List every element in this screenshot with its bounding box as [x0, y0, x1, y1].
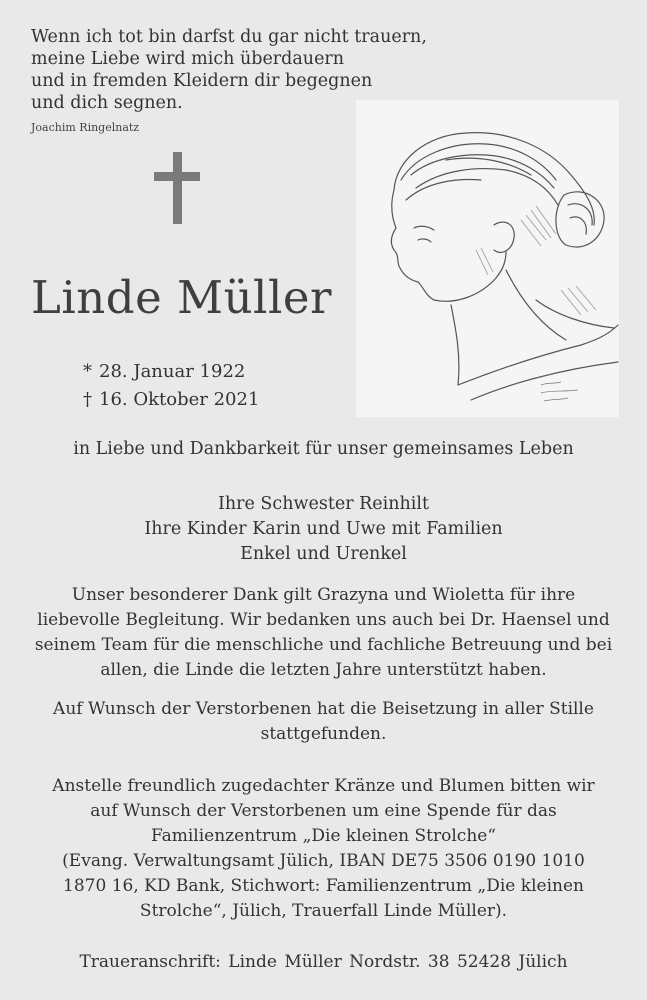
- dedication: in Liebe und Dankbarkeit für unser gemeinsames Leben: [73, 439, 574, 459]
- thanks-line: allen, die Linde die letzten Jahre unterstützt haben.: [100, 660, 547, 680]
- address-label: Traueranschrift:: [79, 952, 221, 972]
- life-dates: [83, 358, 259, 414]
- birth-symbol: *: [83, 361, 92, 382]
- thanks-line: liebevolle Begleitung. Wir bedanken uns auch bei Dr. Haensel und: [37, 610, 610, 630]
- thanks-paragraph: [20, 583, 627, 683]
- deceased-name: Linde Müller: [31, 271, 332, 324]
- donation-line: 1870 16, KD Bank, Stichwort: Familienzentrum „Die kleinen: [63, 876, 584, 896]
- family-line: Enkel und Urenkel: [240, 544, 407, 564]
- poem-line: meine Liebe wird mich überdauern: [31, 49, 345, 69]
- poem-line: und dich segnen.: [31, 93, 183, 113]
- death-symbol: †: [83, 389, 92, 410]
- thanks-line: Unser besonderer Dank gilt Grazyna und Wioletta für ihre: [71, 585, 576, 605]
- poem-author: Joachim Ringelnatz: [31, 121, 140, 134]
- death-date: 16. Oktober 2021: [99, 389, 260, 410]
- thanks-line: seinem Team für die menschliche und fachliche Betreuung und bei: [34, 635, 613, 655]
- donation-line: Strolche“, Jülich, Trauerfall Linde Müller).: [139, 901, 508, 921]
- cross-icon: [154, 152, 200, 224]
- burial-line: Auf Wunsch der Verstorbenen hat die Beisetzung in aller Stille: [53, 699, 594, 719]
- donation-line: Anstelle freundlich zugedachter Kränze und Blumen bitten wir: [52, 776, 595, 796]
- death-date-row: [83, 386, 259, 414]
- family-line: Ihre Schwester Reinhilt: [217, 494, 430, 514]
- mourning-address: [20, 950, 627, 975]
- family-line: Ihre Kinder Karin und Uwe mit Familien: [144, 519, 503, 539]
- donation-paragraph: [20, 774, 627, 924]
- donation-line: Familienzentrum „Die kleinen Strolche“: [150, 826, 497, 846]
- address-street: Nordstr. 38: [349, 952, 450, 972]
- burial-paragraph: [20, 697, 627, 747]
- donation-line: (Evang. Verwaltungsamt Jülich, IBAN DE75 3506 0190 1010: [62, 851, 585, 871]
- poem-line: Wenn ich tot bin darfst du gar nicht trauern,: [31, 27, 427, 47]
- burial-line: stattgefunden.: [260, 724, 387, 744]
- address-city: 52428 Jülich: [456, 952, 568, 972]
- poem-line: und in fremden Kleidern dir begegnen: [31, 71, 373, 91]
- birth-date: 28. Januar 1922: [99, 361, 246, 382]
- donation-line: auf Wunsch der Verstorbenen um eine Spende für das: [90, 801, 557, 821]
- family-members: [20, 492, 627, 567]
- address-name: Linde Müller: [228, 952, 342, 972]
- portrait-drawing: [356, 100, 619, 417]
- birth-date-row: [83, 358, 259, 386]
